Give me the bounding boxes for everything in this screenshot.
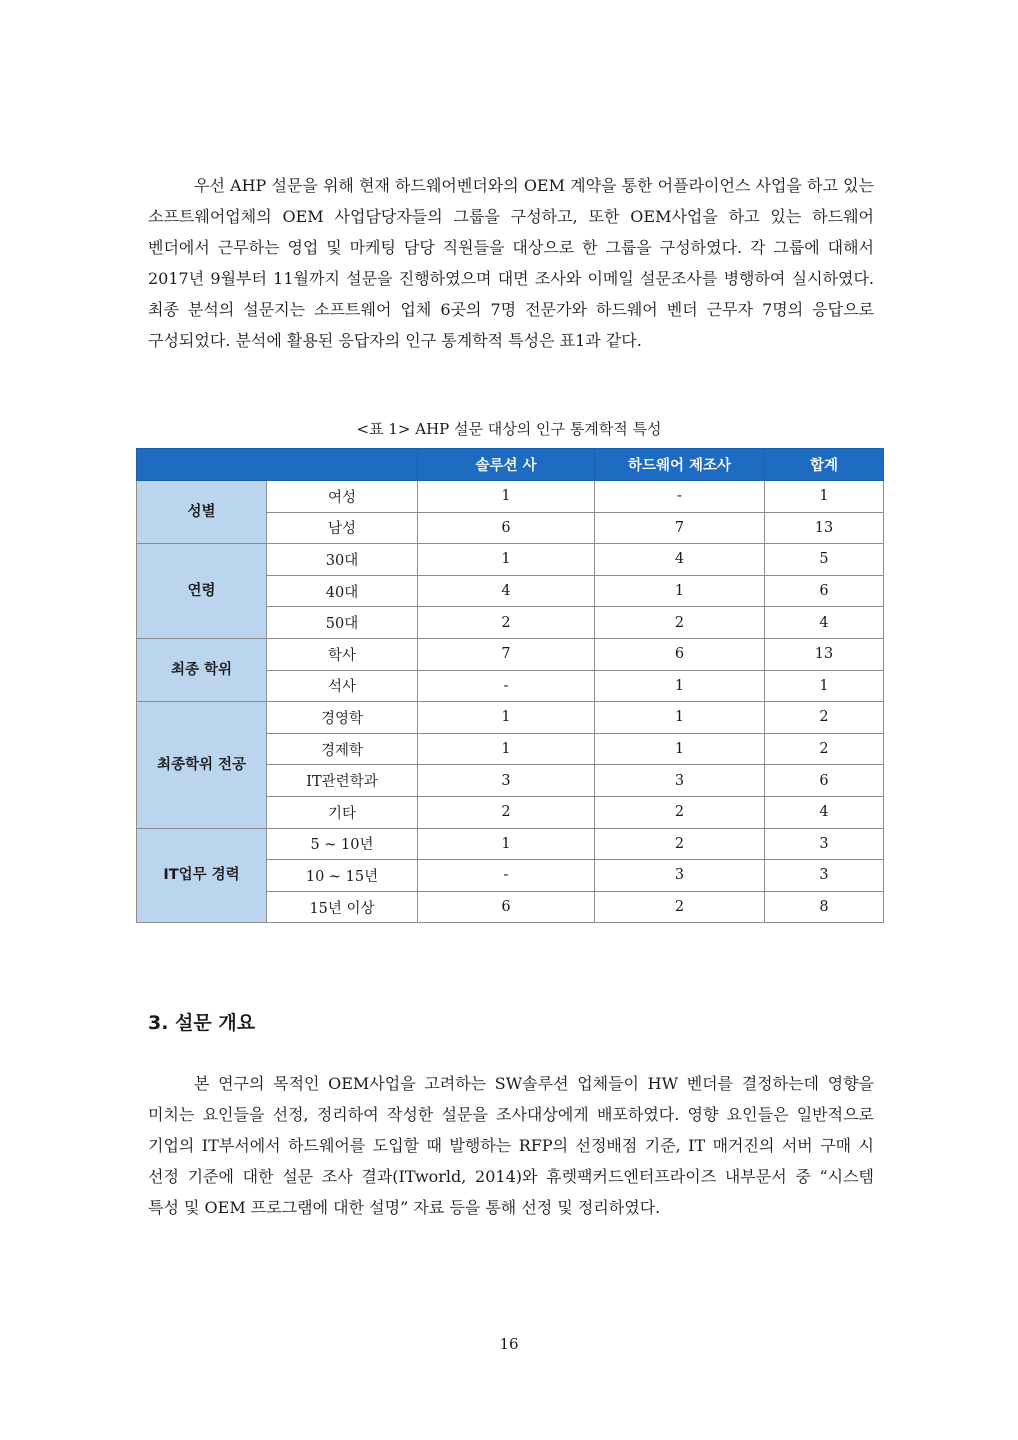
total-value-cell: 2 — [765, 702, 884, 734]
group-label: 최종 학위 — [137, 638, 267, 701]
page-number: 16 — [499, 1335, 519, 1353]
table-row — [137, 481, 884, 513]
solution-value-cell: 6 — [418, 512, 595, 544]
total-value-cell: 1 — [765, 481, 884, 513]
total-value-cell: 13 — [765, 512, 884, 544]
total-value-cell: 4 — [765, 796, 884, 828]
solution-value-cell: 2 — [418, 607, 595, 639]
header-blank-cell — [137, 449, 418, 481]
solution-value-cell: 1 — [418, 733, 595, 765]
row-item-label: 40대 — [267, 575, 418, 607]
hardware-value-cell: - — [595, 481, 765, 513]
hardware-value-cell: 4 — [595, 544, 765, 576]
row-item-label: 5 ~ 10년 — [267, 828, 418, 860]
table-row — [137, 828, 884, 860]
total-value-cell: 6 — [765, 765, 884, 797]
solution-value-cell: - — [418, 860, 595, 892]
hardware-value-cell: 1 — [595, 575, 765, 607]
intro-paragraph: 우선 AHP 설문을 위해 현재 하드웨어벤더와의 OEM 계약을 통한 어플라이언스 사업을 하고 있는 소프트웨어업체의 OEM 사업담당자들의 그룹을 구성하고, 또한 OEM사업을 하고 있는 하드웨어 벤더에서 근무하는 영업 및 마케팅 담당 직원들을 대상으로 한 그룹을 구성하였다. 각 그룹에 대해서 2017년 9월부터 11월까지 설문을 진행하였으며 대면 조사와 이메일 설문조사를 병행하여 실시하였다. 최종 분석의 설문지는 소프트웨어 업체 6곳의 7명 전문가와 하드웨어 벤더 근무자 7명의 응답으로 구성되었다. 분석에 활용된 응답자의 인구 통계학적 특성은 표1과 같다. — [148, 176, 874, 350]
section-heading: 3. 설문 개요 — [148, 1012, 256, 1034]
hardware-value-cell: 6 — [595, 638, 765, 670]
row-item-label: 기타 — [267, 796, 418, 828]
solution-value-cell: 1 — [418, 481, 595, 513]
hardware-value-cell: 2 — [595, 796, 765, 828]
row-item-label: IT관련학과 — [267, 765, 418, 797]
solution-value-cell: 3 — [418, 765, 595, 797]
total-value-cell: 13 — [765, 638, 884, 670]
row-item-label: 남성 — [267, 512, 418, 544]
hardware-value-cell: 3 — [595, 765, 765, 797]
hardware-value-cell: 1 — [595, 702, 765, 734]
total-value-cell: 3 — [765, 860, 884, 892]
row-item-label: 여성 — [267, 481, 418, 513]
header-hardware-manufacturers: 하드웨어 제조사 — [595, 449, 765, 481]
table-row — [137, 544, 884, 576]
total-value-cell: 6 — [765, 575, 884, 607]
solution-value-cell: - — [418, 670, 595, 702]
total-value-cell: 2 — [765, 733, 884, 765]
row-item-label: 경영학 — [267, 702, 418, 734]
total-value-cell: 5 — [765, 544, 884, 576]
group-label: 성별 — [137, 481, 267, 544]
row-item-label: 석사 — [267, 670, 418, 702]
hardware-value-cell: 1 — [595, 670, 765, 702]
survey-overview-paragraph: 본 연구의 목적인 OEM사업을 고려하는 SW솔루션 업체들이 HW 벤더를 결정하는데 영향을 미치는 요인들을 선정, 정리하여 작성한 설문을 조사대상에게 배포하였다. 영향 요인들은 일반적으로 기업의 IT부서에서 하드웨어를 도입할 때 발행하는 RFP의 선정배점 기준, IT 매거진의 서버 구매 시 선정 기준에 대한 설문 조사 결과(ITworld, 2014)와 휴렛팩커드엔터프라이즈 내부문서 중 “시스템 특성 및 OEM 프로그램에 대한 설명” 자료 등을 통해 선정 및 정리하였다. — [148, 1074, 874, 1217]
row-item-label: 30대 — [267, 544, 418, 576]
table-header-row — [137, 449, 884, 481]
row-item-label: 경제학 — [267, 733, 418, 765]
solution-value-cell: 4 — [418, 575, 595, 607]
table-caption: <표 1> AHP 설문 대상의 인구 통계학적 특성 — [356, 420, 662, 438]
table-row — [137, 702, 884, 734]
group-label: 연령 — [137, 544, 267, 639]
row-item-label: 10 ~ 15년 — [267, 860, 418, 892]
solution-value-cell: 1 — [418, 702, 595, 734]
group-label: IT업무 경력 — [137, 828, 267, 923]
row-item-label: 학사 — [267, 638, 418, 670]
hardware-value-cell: 2 — [595, 828, 765, 860]
solution-value-cell: 6 — [418, 891, 595, 923]
solution-value-cell: 1 — [418, 828, 595, 860]
solution-value-cell: 1 — [418, 544, 595, 576]
hardware-value-cell: 7 — [595, 512, 765, 544]
row-item-label: 50대 — [267, 607, 418, 639]
header-total: 합계 — [765, 449, 884, 481]
hardware-value-cell: 2 — [595, 891, 765, 923]
hardware-value-cell: 3 — [595, 860, 765, 892]
total-value-cell: 3 — [765, 828, 884, 860]
demographics-table — [136, 448, 884, 923]
total-value-cell: 1 — [765, 670, 884, 702]
hardware-value-cell: 1 — [595, 733, 765, 765]
total-value-cell: 4 — [765, 607, 884, 639]
solution-value-cell: 7 — [418, 638, 595, 670]
table-row — [137, 638, 884, 670]
total-value-cell: 8 — [765, 891, 884, 923]
hardware-value-cell: 2 — [595, 607, 765, 639]
header-solution-companies: 솔루션 사 — [418, 449, 595, 481]
row-item-label: 15년 이상 — [267, 891, 418, 923]
solution-value-cell: 2 — [418, 796, 595, 828]
group-label: 최종학위 전공 — [137, 702, 267, 828]
